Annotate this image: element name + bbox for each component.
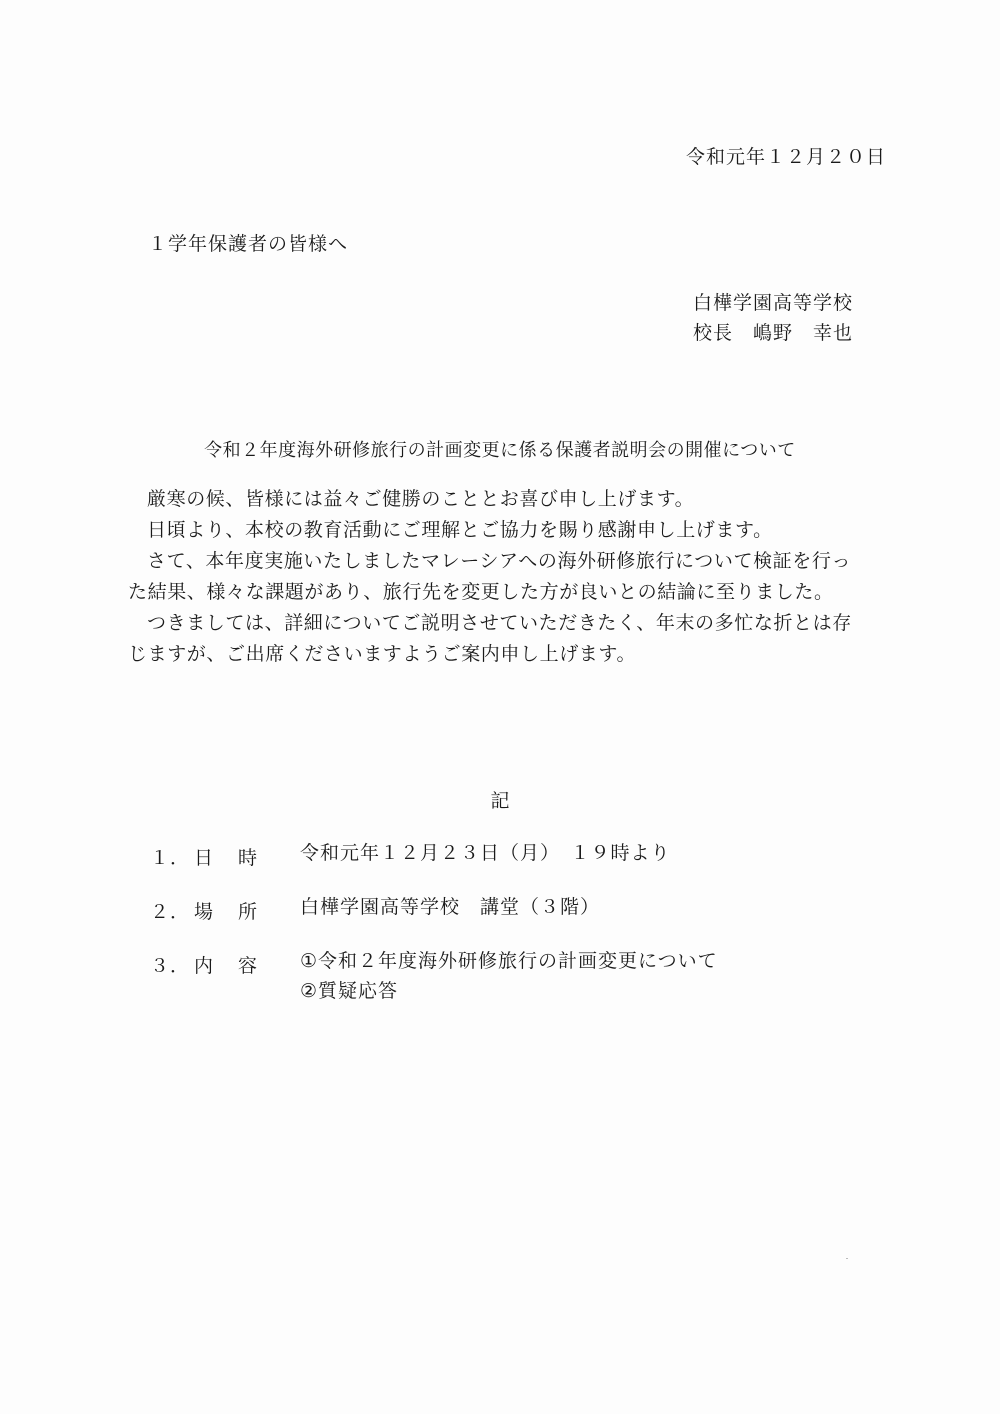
item-label bbox=[194, 951, 300, 978]
document-title: 令和２年度海外研修旅行の計画変更に係る保護者説明会の開催について bbox=[204, 440, 796, 461]
item-label-char: 所 bbox=[237, 901, 258, 923]
recipient-line: １学年保護者の皆様へ bbox=[148, 233, 349, 255]
body-line: 日頃より、本校の教育活動にご理解とご協力を賜り感謝申し上げます。 bbox=[147, 519, 773, 541]
detail-item-place bbox=[150, 897, 718, 924]
item-value-line: 令和元年１２月２３日（月） １９時より bbox=[300, 842, 671, 864]
item-label bbox=[194, 843, 300, 870]
detail-item-datetime bbox=[150, 843, 718, 870]
item-label-char: 日 bbox=[194, 847, 215, 869]
details-list bbox=[150, 843, 718, 1033]
body-line: じますが、ご出席くださいますようご案内申し上げます。 bbox=[128, 643, 637, 665]
item-value-line: ①令和２年度海外研修旅行の計画変更について bbox=[300, 950, 718, 972]
item-label bbox=[194, 897, 300, 924]
body-line: さて、本年度実施いたしましたマレーシアへの海外研修旅行について検証を行っ bbox=[147, 550, 852, 572]
detail-item-content bbox=[150, 951, 718, 1006]
item-label-char: 容 bbox=[237, 955, 258, 977]
item-label-char: 時 bbox=[237, 847, 258, 869]
ki-heading: 記 bbox=[490, 790, 510, 812]
item-label-char: 内 bbox=[194, 955, 215, 977]
item-value bbox=[300, 892, 600, 922]
item-number: ３． bbox=[150, 955, 191, 977]
item-value-line: 白樺学園高等学校 講堂（３階） bbox=[300, 896, 601, 918]
item-value bbox=[300, 946, 718, 1006]
body-line: つきましては、詳細についてご説明させていただきたく、年末の多忙な折とは存 bbox=[147, 612, 852, 634]
sender-principal: 校長 嶋野 幸也 bbox=[693, 322, 854, 344]
item-number: １． bbox=[150, 847, 191, 869]
body-line: 厳寒の候、皆様には益々ご健勝のこととお喜び申し上げます。 bbox=[147, 488, 695, 510]
body-line: た結果、様々な課題があり、旅行先を変更した方が良いとの結論に至りました。 bbox=[128, 581, 834, 603]
item-value-line: ②質疑応答 bbox=[300, 980, 399, 1002]
item-number: ２． bbox=[150, 901, 191, 923]
sender-block bbox=[693, 288, 853, 348]
scan-speck bbox=[846, 1258, 848, 1259]
item-value bbox=[300, 838, 671, 868]
body-paragraphs bbox=[128, 484, 888, 670]
sender-school: 白樺学園高等学校 bbox=[693, 292, 854, 314]
item-label-char: 場 bbox=[194, 901, 215, 923]
document-date: 令和元年１２月２０日 bbox=[685, 146, 886, 168]
